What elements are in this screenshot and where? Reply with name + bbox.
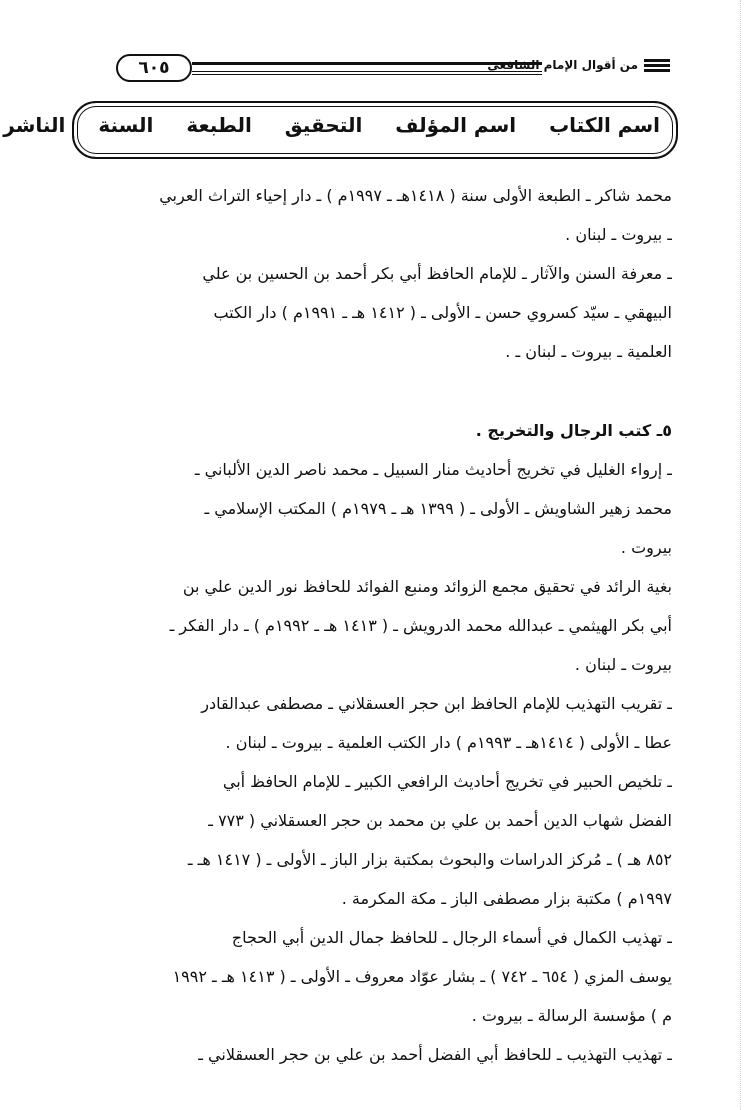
text-line: عطا ـ الأولى ( ١٤١٤هـ ـ ١٩٩٣م ) دار الكتب العلمية ـ بيروت ـ لبنان . xyxy=(225,733,672,752)
section-gap xyxy=(82,371,672,411)
section-heading: ٥ـ كتب الرجال والتخريج . xyxy=(475,421,672,440)
text-line: الفضل شهاب الدين أحمد بن علي بن محمد بن حجر العسقلاني ( ٧٧٣ ـ xyxy=(208,811,672,830)
text-line: ٨٥٢ هـ ) ـ مُركز الدراسات والبحوث بمكتبة بزار الباز ـ الأولى ـ ( ١٤١٧ هـ ـ xyxy=(187,850,672,869)
text-line: ١٩٩٧م ) مكتبة بزار مصطفى الباز ـ مكة المكرمة . xyxy=(341,889,672,908)
running-head xyxy=(487,58,670,72)
text-line: ـ معرفة السنن والآثار ـ للإمام الحافظ أبي بكر أحمد بن الحسين بن علي xyxy=(202,264,672,283)
page-header xyxy=(70,52,670,92)
text-line: ـ بيروت ـ لبنان . xyxy=(565,225,672,244)
title-publisher: الناشر xyxy=(3,113,66,137)
text-line: بغية الرائد في تحقيق مجمع الزوائد ومنبع الفوائد للحافظ نور الدين علي بن xyxy=(182,577,672,596)
title-book-name: اسم الكتاب xyxy=(549,113,660,137)
text-line: ـ تهذيب الكمال في أسماء الرجال ـ للحافظ جمال الدين أبي الحجاج xyxy=(231,928,672,947)
text-line: يوسف المزي ( ٦٥٤ ـ ٧٤٢ ) ـ بشار عوّاد معروف ـ الأولى ـ ( ١٤١٣ هـ ـ ١٩٩٢ xyxy=(172,967,672,986)
running-title: من أقوال الإمام الشافعي xyxy=(487,58,638,72)
text-line: العلمية ـ بيروت ـ لبنان ـ . xyxy=(505,342,672,361)
text-line: بيروت ـ لبنان . xyxy=(574,655,672,674)
title-edition: الطبعة xyxy=(186,113,252,137)
page-number: ٦٠٥ xyxy=(116,54,192,82)
title-author: اسم المؤلف xyxy=(395,113,517,137)
text-line: محمد شاكر ـ الطبعة الأولى سنة ( ١٤١٨هـ ـ ١٩٩٧م ) ـ دار إحياء التراث العربي xyxy=(159,186,672,205)
text-line: محمد زهير الشاويش ـ الأولى ـ ( ١٣٩٩ هـ ـ ١٩٧٩م ) المكتب الإسلامي ـ xyxy=(204,499,672,518)
text-line: بيروت . xyxy=(620,538,672,557)
text-line: ـ تلخيص الحبير في تخريج أحاديث الرافعي الكبير ـ للإمام الحافظ أبي xyxy=(222,772,672,791)
column-title-box xyxy=(3,101,678,159)
title-editor: التحقيق xyxy=(284,113,363,137)
scan-edge xyxy=(740,0,741,1110)
text-line: ـ تقريب التهذيب للإمام الحافظ ابن حجر العسقلاني ـ مصطفى عبدالقادر xyxy=(201,694,672,713)
text-line: ـ إرواء الغليل في تخريج أحاديث منار السبيل ـ محمد ناصر الدين الألباني ـ xyxy=(194,460,672,479)
header-rule-thin xyxy=(192,74,542,75)
text-line: م ) مؤسسة الرسالة ـ بيروت . xyxy=(471,1006,672,1025)
title-year: السنة xyxy=(98,113,154,137)
column-titles xyxy=(3,113,660,137)
text-line: البيهقي ـ سيّد كسروي حسن ـ الأولى ـ ( ١٤١٢ هـ ـ ١٩٩١م ) دار الكتب xyxy=(213,303,672,322)
text-line: ـ تهذيب التهذيب ـ للحافظ أبي الفضل أحمد بن علي بن حجر العسقلاني ـ xyxy=(198,1045,672,1064)
header-bars-ornament xyxy=(644,59,670,72)
text-line: أبي بكر الهيثمي ـ عبدالله محمد الدرويش ـ ( ١٤١٣ هـ ـ ١٩٩٢م ) ـ دار الفكر ـ xyxy=(169,616,672,635)
page-body xyxy=(82,176,672,1074)
